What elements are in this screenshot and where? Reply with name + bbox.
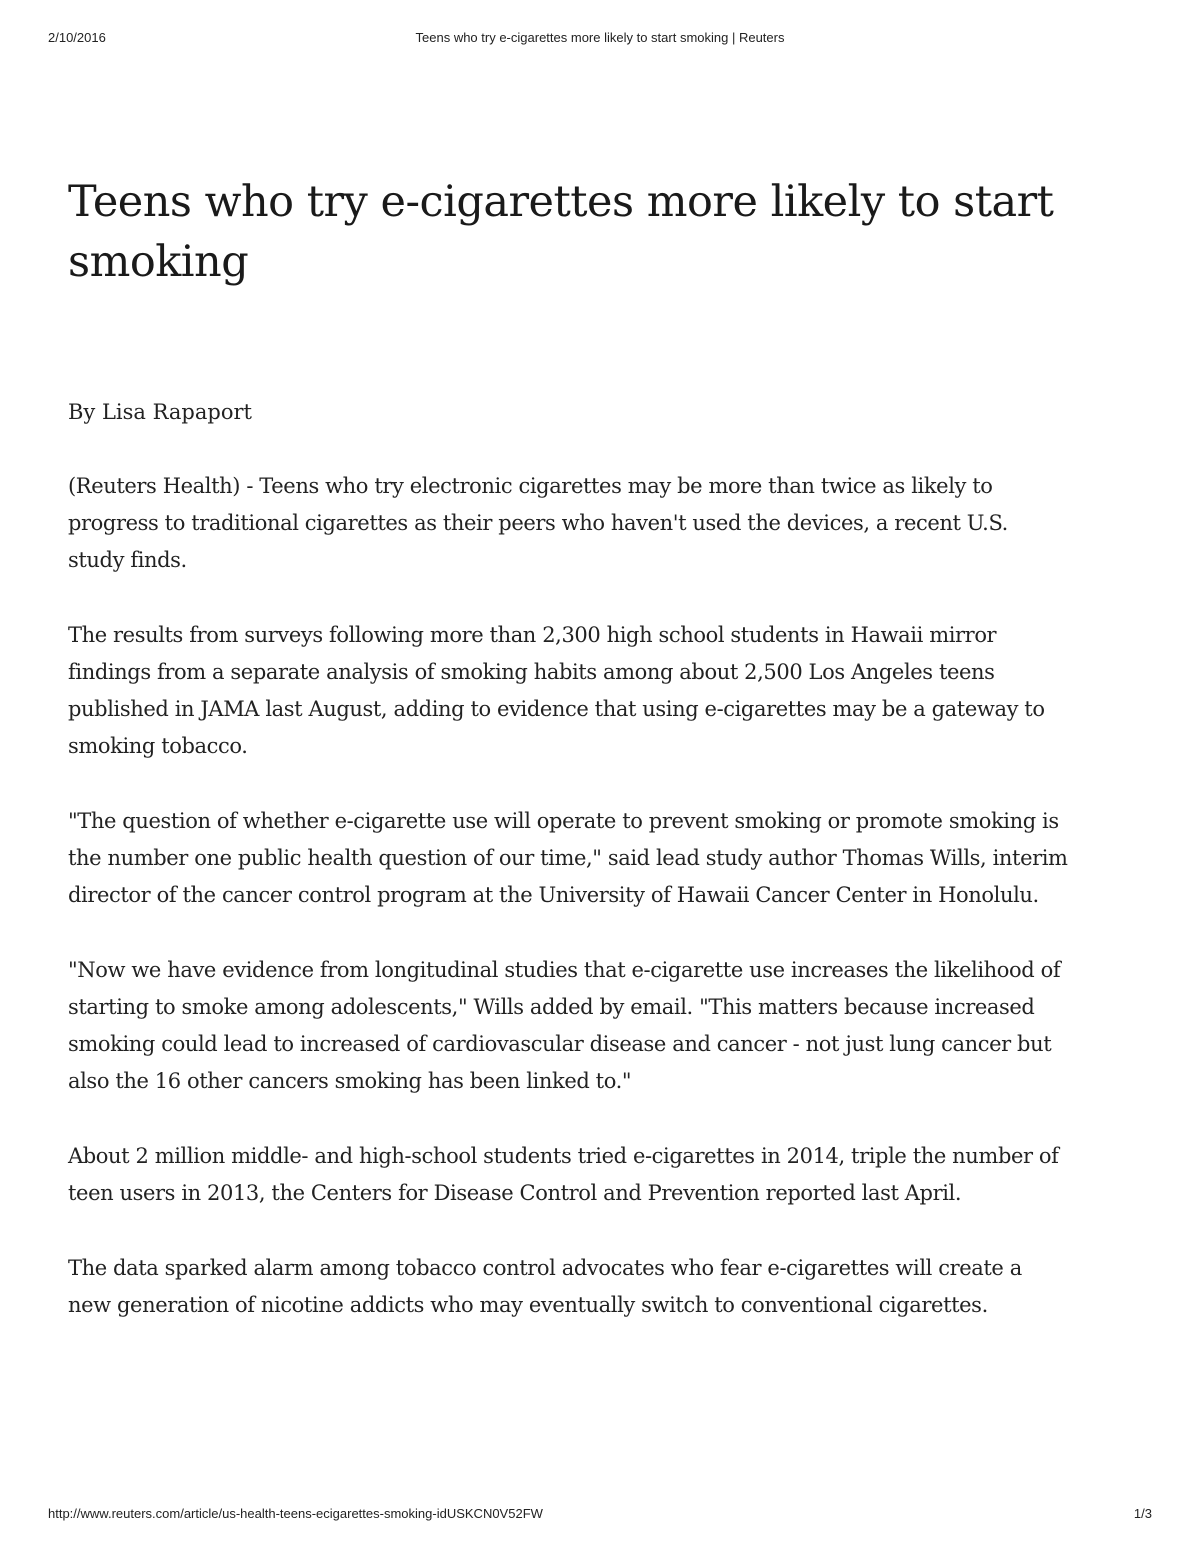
article-paragraph: The results from surveys following more than 2,300 high school students in Hawaii mirror findings from a separate analysis of smoking habits among about 2,500 Los Angeles teens published in JAMA last August, adding to evidence that using e-cigarettes may be a gateway to smoking tobacco. xyxy=(68,623,1045,758)
article-paragraph: (Reuters Health) - Teens who try electronic cigarettes may be more than twice as likely to progress to traditional cigarettes as their peers who haven't used the devices, a recent U.S. study finds. xyxy=(68,474,1008,572)
print-header xyxy=(48,30,1152,50)
print-page-title: Teens who try e-cigarettes more likely to start smoking | Reuters xyxy=(415,30,785,45)
print-url: http://www.reuters.com/article/us-health-teens-ecigarettes-smoking-idUSKCN0V52FW xyxy=(48,1506,543,1521)
article-paragraph: "The question of whether e-cigarette use will operate to prevent smoking or promote smoking is the number one public health question of our time," said lead study author Thomas Wills, interim director of the cancer control program at the University of Hawaii Cancer Center in Honolulu. xyxy=(68,809,1068,907)
print-footer xyxy=(48,1506,1152,1526)
article xyxy=(68,172,1068,1317)
article-headline: Teens who try e-cigarettes more likely to start smoking xyxy=(68,177,1054,287)
article-paragraph: "Now we have evidence from longitudinal studies that e-cigarette use increases the likelihood of starting to smoke among adolescents," Wills added by email. "This matters because increased smoking could lead to increased of cardiovascular disease and cancer - not just lung cancer but also the 16 other cancers smoking has been linked to." xyxy=(68,958,1061,1093)
page-number: 1/3 xyxy=(1133,1506,1152,1521)
article-byline: By Lisa Rapaport xyxy=(68,400,252,424)
print-date: 2/10/2016 xyxy=(48,30,106,45)
article-paragraph: About 2 million middle- and high-school students tried e-cigarettes in 2014, triple the number of teen users in 2013, the Centers for Disease Control and Prevention reported last April. xyxy=(68,1144,1059,1205)
article-paragraph: The data sparked alarm among tobacco control advocates who fear e-cigarettes will create a new generation of nicotine addicts who may eventually switch to conventional cigarettes. xyxy=(68,1256,1022,1317)
article-body xyxy=(68,468,1068,1362)
